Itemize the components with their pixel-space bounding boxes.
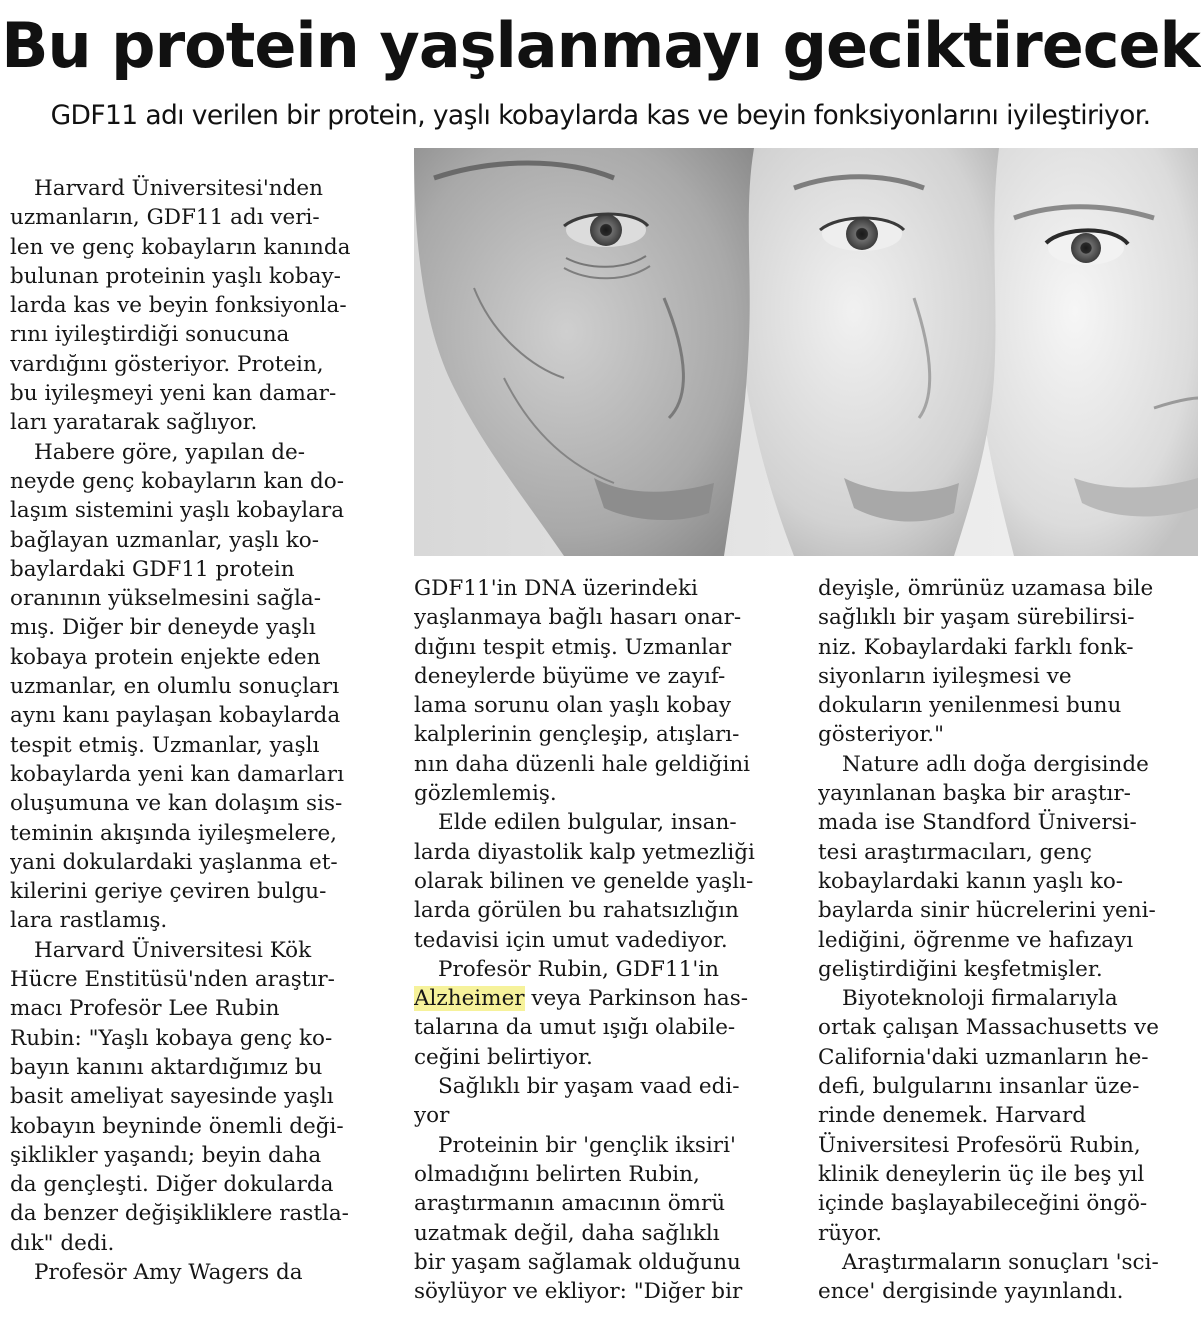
body-line: defi, bulgularını insanlar üze- <box>818 1074 1140 1100</box>
body-line: lama sorunu olan yaşlı kobay <box>414 693 731 719</box>
body-line: ence' dergisinde yayınlandı. <box>818 1279 1124 1305</box>
body-line: içinde başlayabileceğini öngö- <box>818 1191 1148 1217</box>
body-line: şiklikler yaşandı; beyin daha <box>10 1142 322 1168</box>
body-line: kobaylarda yeni kan damarları <box>10 761 344 787</box>
body-line: tespit etmiş. Uzmanlar, yaşlı <box>10 732 320 758</box>
article-column-middle <box>414 574 794 1343</box>
body-line: klinik deneylerin üç ile beş yıl <box>818 1161 1145 1187</box>
body-line: Profesör Amy Wagers da <box>34 1259 303 1285</box>
body-line: Biyoteknoloji firmalarıyla <box>842 986 1118 1012</box>
body-line: tesi araştırmacıları, genç <box>818 839 1092 865</box>
article-column-right <box>818 574 1198 1343</box>
body-line: Elde edilen bulgular, insan- <box>438 810 737 836</box>
body-line: baylarda sinir hücrelerini yeni- <box>818 898 1156 924</box>
body-line: larda görülen bu rahatsızlığın <box>414 898 739 924</box>
body-line: sağlıklı bir yaşam sürebilirsi- <box>818 605 1135 631</box>
body-line: GDF11'in DNA üzerindeki <box>414 576 698 601</box>
body-line: yani dokulardaki yaşlanma et- <box>10 849 338 875</box>
body-line: neyde genç kobayların kan do- <box>10 468 344 494</box>
body-line: yaşlanmaya bağlı hasarı onar- <box>414 605 742 631</box>
body-line: uzatmak değil, daha sağlıklı <box>414 1220 720 1246</box>
young-face <box>974 148 1198 556</box>
body-line: Üniversitesi Profesörü Rubin, <box>818 1132 1141 1158</box>
body-line: tedavisi için umut vadediyor. <box>414 927 728 953</box>
body-line: araştırmanın amacının ömrü <box>414 1191 726 1217</box>
body-line: talarına da umut ışığı olabile- <box>414 1015 736 1041</box>
body-line: da benzer değişikliklere rastla- <box>10 1201 349 1227</box>
body-line: deyişle, ömrünüz uzamasa bile <box>818 576 1154 601</box>
body-line: uzmanların, GDF11 adı veri- <box>10 205 320 231</box>
body-line: geliştirdiğini keşfetmişler. <box>818 956 1103 982</box>
body-line: California'daki uzmanların he- <box>818 1044 1149 1070</box>
body-line: teminin akışında iyileşmelere, <box>10 820 338 846</box>
body-line: ları yaratarak sağlıyor. <box>10 410 258 436</box>
body-line: niz. Kobaylardaki farklı fonk- <box>818 634 1134 660</box>
body-line: mada ise Standford Üniversi- <box>818 810 1137 836</box>
body-line: larda diyastolik kalp yetmezliği <box>414 839 755 865</box>
body-line: ceğini belirtiyor. <box>414 1044 593 1070</box>
body-line: Harvard Üniversitesi Kök <box>34 937 312 963</box>
body-line: söylüyor ve ekliyor: "Diğer bir <box>414 1279 743 1305</box>
body-line: larda kas ve beyin fonksiyonla- <box>10 293 347 319</box>
body-line: macı Profesör Lee Rubin <box>10 996 280 1022</box>
article-column-left <box>10 174 404 1339</box>
body-line: kobaylardaki kanın yaşlı ko- <box>818 868 1124 894</box>
body-line: baylardaki GDF11 protein <box>10 556 295 582</box>
body-line: aynı kanı paylaşan kobaylarda <box>10 703 341 729</box>
body-line: bayın kanını aktardığımız bu <box>10 1054 323 1080</box>
body-line: uzmanlar, en olumlu sonuçları <box>10 674 340 700</box>
body-line: dığını tespit etmiş. Uzmanlar <box>414 634 732 660</box>
body-line: olmadığını belirten Rubin, <box>414 1161 700 1187</box>
subheadline: GDF11 adı verilen bir protein, yaşlı kobaylarda kas ve beyin fonksiyonlarını iyileştiriyor. <box>50 100 1151 131</box>
body-line: kalplerinin gençleşip, atışları- <box>414 722 740 748</box>
body-line: rını iyileştirdiği sonucuna <box>10 322 290 348</box>
body-line: gözlemlemiş. <box>414 781 557 807</box>
body-line: lediğini, öğrenme ve hafızayı <box>818 927 1134 953</box>
body-line: oluşumuna ve kan dolaşım sis- <box>10 791 343 817</box>
body-line: rinde denemek. Harvard <box>818 1103 1087 1129</box>
aging-faces-image <box>414 148 1198 556</box>
body-line: Rubin: "Yaşlı kobaya genç ko- <box>10 1025 333 1051</box>
headline: Bu protein yaşlanmayı geciktirecek <box>1 9 1200 82</box>
body-line: dık" dedi. <box>10 1230 115 1256</box>
body-line: siyonların iyileşmesi ve <box>818 663 1072 689</box>
body-line: bağlayan uzmanlar, yaşlı ko- <box>10 527 320 553</box>
body-line: Araştırmaların sonuçları 'sci- <box>842 1249 1159 1275</box>
body-line: bir yaşam sağlamak olduğunu <box>414 1249 741 1275</box>
body-line: olarak bilinen ve genelde yaşlı- <box>414 868 754 894</box>
body-line: deneylerde büyüme ve zayıf- <box>414 663 726 689</box>
body-line: vardığını gösteriyor. Protein, <box>10 351 324 377</box>
body-line-remainder: veya Parkinson has- <box>524 986 749 1012</box>
body-line: rüyor. <box>818 1220 882 1246</box>
body-line: basit ameliyat sayesinde yaşlı <box>10 1084 334 1110</box>
body-line: gösteriyor." <box>818 722 944 748</box>
body-line: yayınlanan başka bir araştır- <box>818 781 1131 807</box>
body-line: mış. Diğer bir deneyde yaşlı <box>10 615 316 641</box>
body-line: kilerini geriye çeviren bulgu- <box>10 879 327 905</box>
body-line: kobayın beyninde önemli deği- <box>10 1113 344 1139</box>
highlighted-keyword: Alzheimer <box>414 986 525 1012</box>
body-line: dokuların yenilenmesi bunu <box>818 693 1122 719</box>
body-line: Proteinin bir 'gençlik iksiri' <box>438 1132 736 1158</box>
body-line: da gençleşti. Diğer dokularda <box>10 1172 334 1198</box>
body-line: lara rastlamış. <box>10 908 168 934</box>
body-line: laşım sistemini yaşlı kobaylara <box>10 498 345 524</box>
body-line: kobaya protein enjekte eden <box>10 644 321 670</box>
body-line: ortak çalışan Massachusetts ve <box>818 1015 1159 1041</box>
body-line: Nature adlı doğa dergisinde <box>842 751 1149 777</box>
body-line: yor <box>414 1103 450 1129</box>
body-line: Harvard Üniversitesi'nden <box>34 176 323 201</box>
body-line: nın daha düzenli hale geldiğini <box>414 751 751 777</box>
body-line: len ve genç kobayların kanında <box>10 234 351 260</box>
body-line: bu iyileşmeyi yeni kan damar- <box>10 381 337 407</box>
body-line: Habere göre, yapılan de- <box>34 439 305 465</box>
body-line: oranının yükselmesini sağla- <box>10 586 321 612</box>
article-photo <box>414 148 1198 556</box>
body-line: Profesör Rubin, GDF11'in <box>438 956 719 982</box>
middle-face <box>734 148 999 556</box>
body-line: bulunan proteinin yaşlı kobay- <box>10 263 341 289</box>
body-line: Sağlıklı bir yaşam vaad edi- <box>438 1074 740 1100</box>
body-line <box>414 984 794 1013</box>
body-line: Hücre Enstitüsü'nden araştır- <box>10 967 335 993</box>
